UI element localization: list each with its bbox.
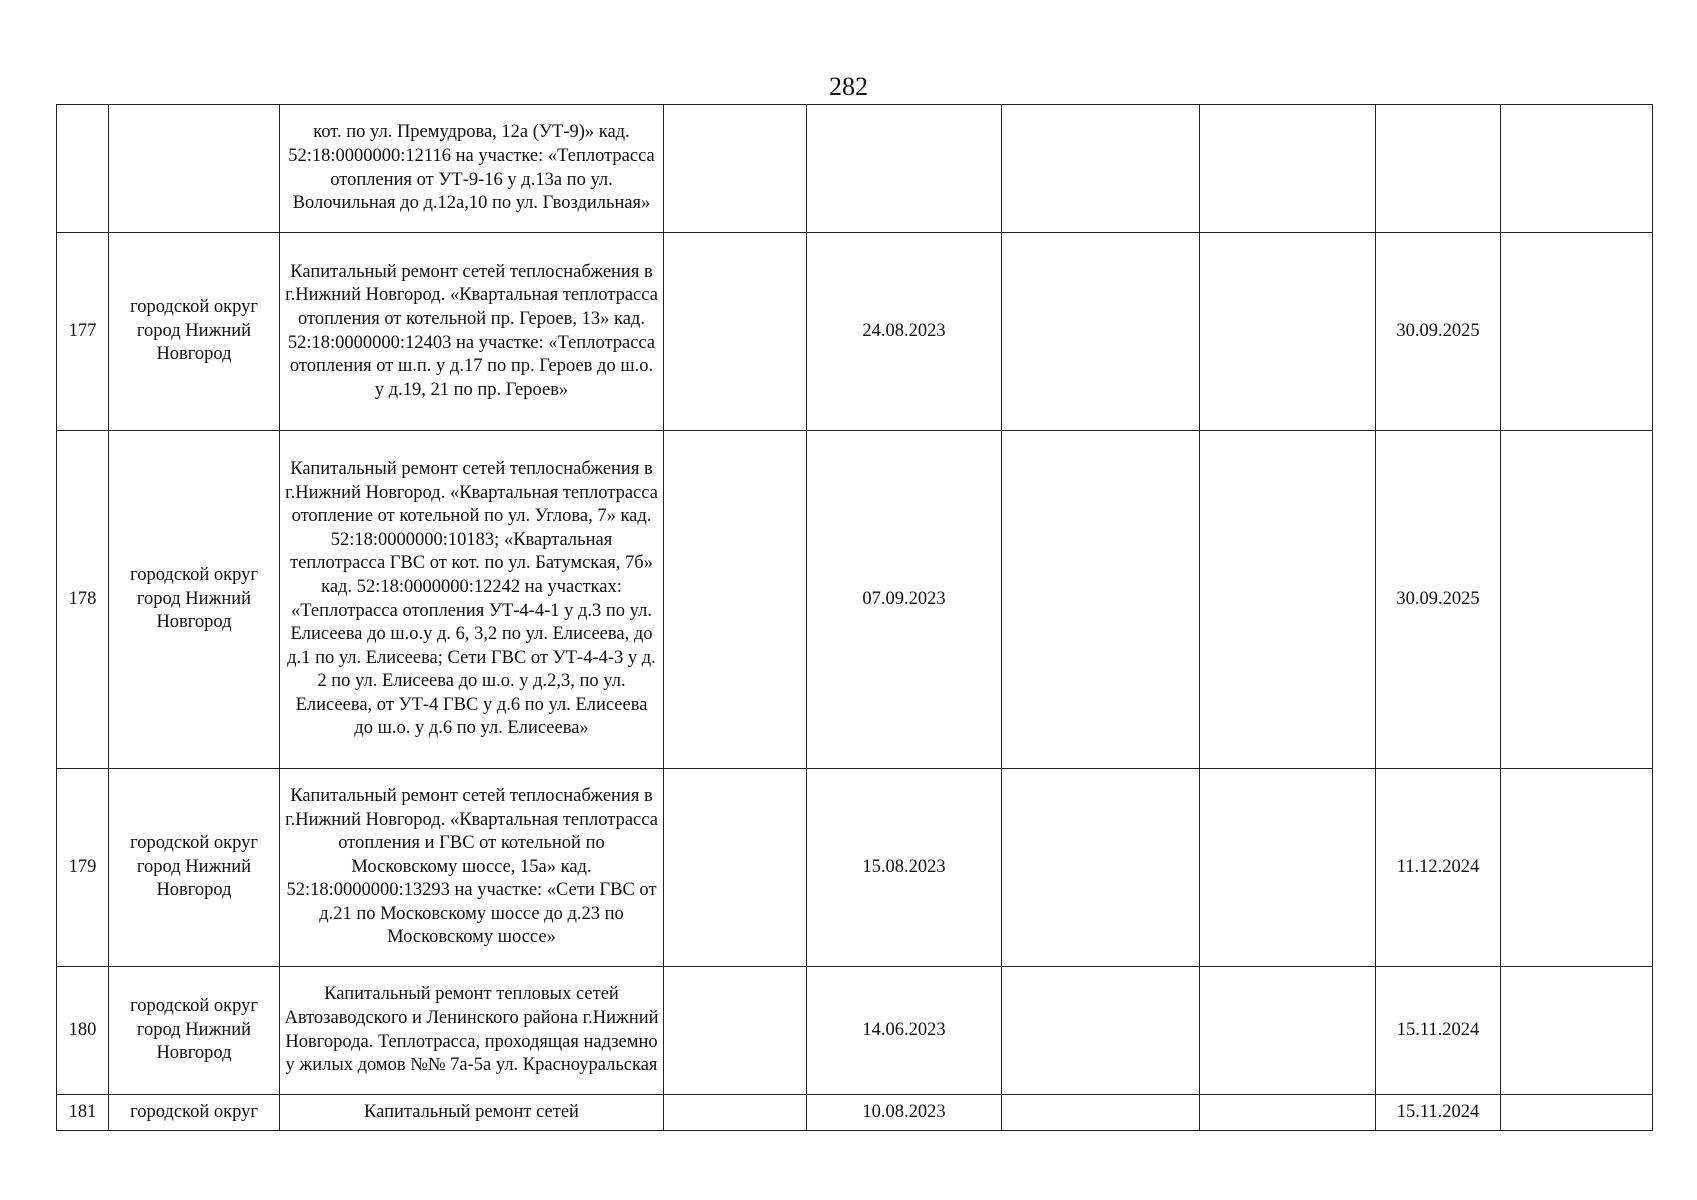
territory-cell: городской округ <box>109 1095 280 1131</box>
empty-cell <box>1002 1095 1200 1131</box>
territory-cell: городской округ город Нижний Новгород <box>109 967 280 1095</box>
description-cell: Капитальный ремонт сетей теплоснабжения в г.Нижний Новгород. «Квартальная теплотрасса отопления и ГВС от котельной по Московскому шоссе, 15а» кад. 52:18:0000000:13293 на участке: «Сети ГВС от д.21 по Московскому шоссе до д.23 по Московскому шоссе» <box>280 769 664 967</box>
description-cell: Капитальный ремонт сетей теплоснабжения в г.Нижний Новгород. «Квартальная теплотрасса отопление от котельной по ул. Углова, 7» кад. 52:18:0000000:10183; «Квартальная теплотрасса ГВС от кот. по ул. Батумская, 7б» кад. 52:18:0000000:12242 на участках: «Теплотрасса отопления УТ-4-4-1 у д.3 по ул. Елисеева до ш.о.у д. 6, 3,2 по ул. Елисеева, до д.1 по ул. Елисеева; Сети ГВС от УТ-4-4-3 у д. 2 по ул. Елисеева до ш.о. у д.2,3, по ул. Елисеева, от УТ-4 ГВС у д.6 по ул. Елисеева до ш.о. у д.6 по ул. Елисеева» <box>280 431 664 769</box>
empty-cell <box>1002 967 1200 1095</box>
empty-cell <box>1501 967 1653 1095</box>
empty-cell <box>664 431 807 769</box>
empty-cell <box>1200 233 1376 431</box>
empty-cell <box>1501 233 1653 431</box>
page-number: 282 <box>829 72 868 101</box>
start-date-cell: 14.06.2023 <box>807 967 1002 1095</box>
works-registry-table <box>56 104 1653 1131</box>
empty-cell <box>1501 431 1653 769</box>
empty-cell <box>1002 769 1200 967</box>
empty-cell <box>1200 1095 1376 1131</box>
start-date-cell: 15.08.2023 <box>807 769 1002 967</box>
table-row <box>57 233 1653 431</box>
start-date-cell: 24.08.2023 <box>807 233 1002 431</box>
start-date-cell: 07.09.2023 <box>807 431 1002 769</box>
territory-cell: городской округ город Нижний Новгород <box>109 431 280 769</box>
empty-cell <box>1200 769 1376 967</box>
start-date-cell <box>807 105 1002 233</box>
territory-cell: городской округ город Нижний Новгород <box>109 233 280 431</box>
end-date-cell: 11.12.2024 <box>1376 769 1501 967</box>
row-number: 179 <box>57 769 109 967</box>
empty-cell <box>664 967 807 1095</box>
description-cell: Капитальный ремонт тепловых сетей Автозаводского и Ленинского района г.Нижний Новгорода. Теплотрасса, проходящая надземно у жилых домов №№ 7а-5а ул. Красноуральская <box>280 967 664 1095</box>
table-row <box>57 967 1653 1095</box>
empty-cell <box>1501 769 1653 967</box>
empty-cell <box>1501 1095 1653 1131</box>
end-date-cell: 15.11.2024 <box>1376 1095 1501 1131</box>
row-number: 180 <box>57 967 109 1095</box>
row-number <box>57 105 109 233</box>
end-date-cell: 15.11.2024 <box>1376 967 1501 1095</box>
description-cell: кот. по ул. Премудрова, 12а (УТ-9)» кад. 52:18:0000000:12116 на участке: «Теплотрасса отопления от УТ-9-16 у д.13а по ул. Волочильная до д.12а,10 по ул. Гвоздильная» <box>280 105 664 233</box>
territory-cell: городской округ город Нижний Новгород <box>109 769 280 967</box>
table-row <box>57 431 1653 769</box>
end-date-cell: 30.09.2025 <box>1376 431 1501 769</box>
empty-cell <box>1200 431 1376 769</box>
start-date-cell: 10.08.2023 <box>807 1095 1002 1131</box>
row-number: 181 <box>57 1095 109 1131</box>
empty-cell <box>664 233 807 431</box>
end-date-cell: 30.09.2025 <box>1376 233 1501 431</box>
description-cell: Капитальный ремонт сетей <box>280 1095 664 1131</box>
empty-cell <box>1002 105 1200 233</box>
empty-cell <box>1002 233 1200 431</box>
empty-cell <box>1200 967 1376 1095</box>
empty-cell <box>664 105 807 233</box>
table-row <box>57 1095 1653 1131</box>
empty-cell <box>664 769 807 967</box>
description-cell: Капитальный ремонт сетей теплоснабжения в г.Нижний Новгород. «Квартальная теплотрасса отопления от котельной пр. Героев, 13» кад. 52:18:0000000:12403 на участке: «Теплотрасса отопления от ш.п. у д.17 по пр. Героев до ш.о. у д.19, 21 по пр. Героев» <box>280 233 664 431</box>
empty-cell <box>1501 105 1653 233</box>
end-date-cell <box>1376 105 1501 233</box>
row-number: 177 <box>57 233 109 431</box>
empty-cell <box>1002 431 1200 769</box>
table-row <box>57 769 1653 967</box>
table-row <box>57 105 1653 233</box>
empty-cell <box>1200 105 1376 233</box>
empty-cell <box>664 1095 807 1131</box>
territory-cell <box>109 105 280 233</box>
row-number: 178 <box>57 431 109 769</box>
